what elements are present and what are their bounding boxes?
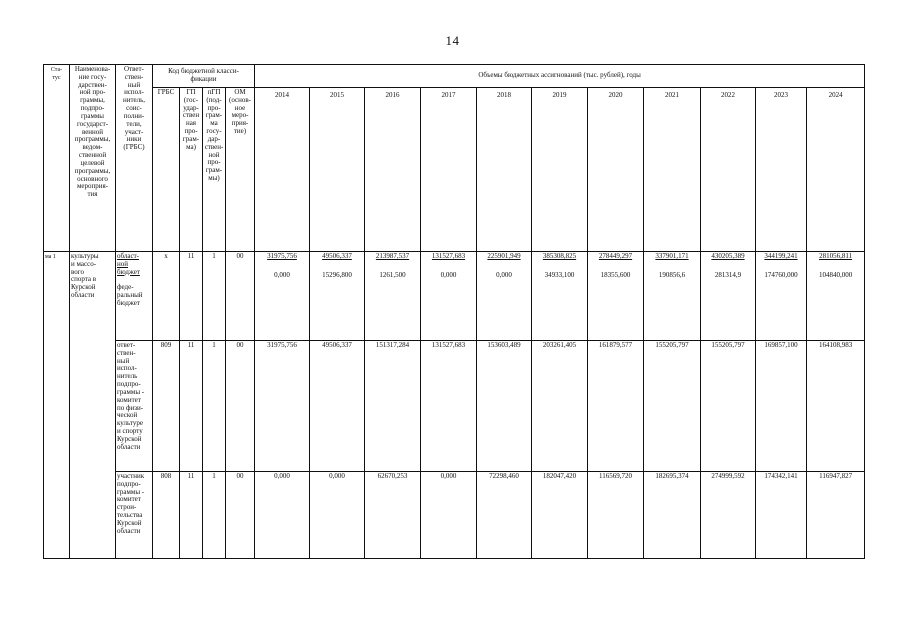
value-cell: 182695,374 <box>644 472 701 559</box>
year-header: 2017 <box>421 88 477 252</box>
grbs-cell: 808 <box>153 472 180 559</box>
budget-code-header: Код бюджетной класси- фикации <box>153 65 255 88</box>
value-cell: 31975,756 <box>255 341 310 472</box>
value-cell: 225901,949 0,000 <box>477 252 532 341</box>
year-header: 2020 <box>588 88 644 252</box>
allocations-header: Объемы бюджетных ассигнований (тыс. рублей), годы <box>255 65 865 88</box>
table-row <box>44 341 865 472</box>
responsible-cell <box>116 252 153 341</box>
value-cell: 161879,577 <box>588 341 644 472</box>
value-cell: 0,000 <box>421 472 477 559</box>
value-cell: 131527,683 0,000 <box>421 252 477 341</box>
value-cell: 182047,420 <box>532 472 588 559</box>
program-name-cell: культуры и массо- вого спорта в Курской области <box>70 252 116 559</box>
value-cell: 62670,253 <box>365 472 421 559</box>
value-cell: 274999,592 <box>701 472 756 559</box>
responsible-header: Ответ- ствен- ный испол- нитель, соис- полни- тели, участ- ники (ГРБС) <box>116 65 153 252</box>
value-cell: 49506,337 <box>310 341 365 472</box>
page-number: 14 <box>445 33 460 48</box>
name-header: Наименова- ние госу- дарствен- ной про- граммы, подпро- граммы государст- венной программы, ведом- ственной целевой программы, основного мероприя- тия <box>70 65 116 252</box>
value-cell: 72298,460 <box>477 472 532 559</box>
responsible-cell: ответ- ствен- ный испол- нитель подпро- граммы - комитет по физи- ческой культуре и спорту Курской области <box>116 341 153 472</box>
year-header: 2014 <box>255 88 310 252</box>
grbs-header: ГРБС <box>153 88 180 252</box>
gp-header: ГП (гос- удар- ствен ная про- грам- ма) <box>180 88 203 252</box>
subheader-row <box>44 88 865 252</box>
responsible-cell: участник подпро- граммы - комитет строи- тельства Курской области <box>116 472 153 559</box>
om-header: ОМ (основ- ное меро- прия- тие) <box>226 88 255 252</box>
status-cell: ма 1 <box>44 252 70 559</box>
value-cell: 169857,100 <box>756 341 807 472</box>
value-cell: 49506,337 15296,800 <box>310 252 365 341</box>
header-row <box>44 65 865 88</box>
table-row <box>44 472 865 559</box>
gp-cell: 11 <box>180 472 203 559</box>
value-cell: 385308,825 34933,100 <box>532 252 588 341</box>
value-cell: 164108,983 <box>807 341 865 472</box>
value-cell: 131527,683 <box>421 341 477 472</box>
value-cell: 116569,720 <box>588 472 644 559</box>
gp-cell: 11 <box>180 341 203 472</box>
pgp-cell: 1 <box>203 341 226 472</box>
regional-budget-label: област- ной бюджет <box>117 252 140 276</box>
budget-allocation-table <box>43 64 865 559</box>
pgp-cell: 1 <box>203 472 226 559</box>
value-cell: 151317,284 <box>365 341 421 472</box>
gp-cell: 11 <box>180 252 203 341</box>
year-header: 2024 <box>807 88 865 252</box>
om-cell: 00 <box>226 252 255 341</box>
year-header: 2019 <box>532 88 588 252</box>
year-header: 2023 <box>756 88 807 252</box>
year-header: 2016 <box>365 88 421 252</box>
year-header: 2018 <box>477 88 532 252</box>
value-cell: 153603,489 <box>477 341 532 472</box>
status-header: Ста- тус <box>44 65 70 252</box>
value-cell: 344199,241 174760,000 <box>756 252 807 341</box>
value-cell: 174342,141 <box>756 472 807 559</box>
value-cell: 281056,811 104840,000 <box>807 252 865 341</box>
federal-budget-label: феде- ральный бюджет <box>117 283 143 307</box>
value-cell: 155205,797 <box>644 341 701 472</box>
value-cell: 0,000 <box>310 472 365 559</box>
om-cell: 00 <box>226 472 255 559</box>
table-row <box>44 252 865 341</box>
grbs-cell: 809 <box>153 341 180 472</box>
grbs-cell: х <box>153 252 180 341</box>
year-header: 2021 <box>644 88 701 252</box>
value-cell: 155205,797 <box>701 341 756 472</box>
pgp-cell: 1 <box>203 252 226 341</box>
om-cell: 00 <box>226 341 255 472</box>
value-cell: 31975,756 0,000 <box>255 252 310 341</box>
pgp-header: пГП (под- про- грам- ма госу- дар- ствен- ной про- грам- мы) <box>203 88 226 252</box>
value-cell: 213987,537 1261,500 <box>365 252 421 341</box>
year-header: 2015 <box>310 88 365 252</box>
value-cell: 0,000 <box>255 472 310 559</box>
year-header: 2022 <box>701 88 756 252</box>
value-cell: 278449,297 18355,600 <box>588 252 644 341</box>
value-cell: 203261,405 <box>532 341 588 472</box>
value-cell: 116947,827 <box>807 472 865 559</box>
value-cell: 337901,171 190856,6 <box>644 252 701 341</box>
value-cell: 430205,389 281314,9 <box>701 252 756 341</box>
